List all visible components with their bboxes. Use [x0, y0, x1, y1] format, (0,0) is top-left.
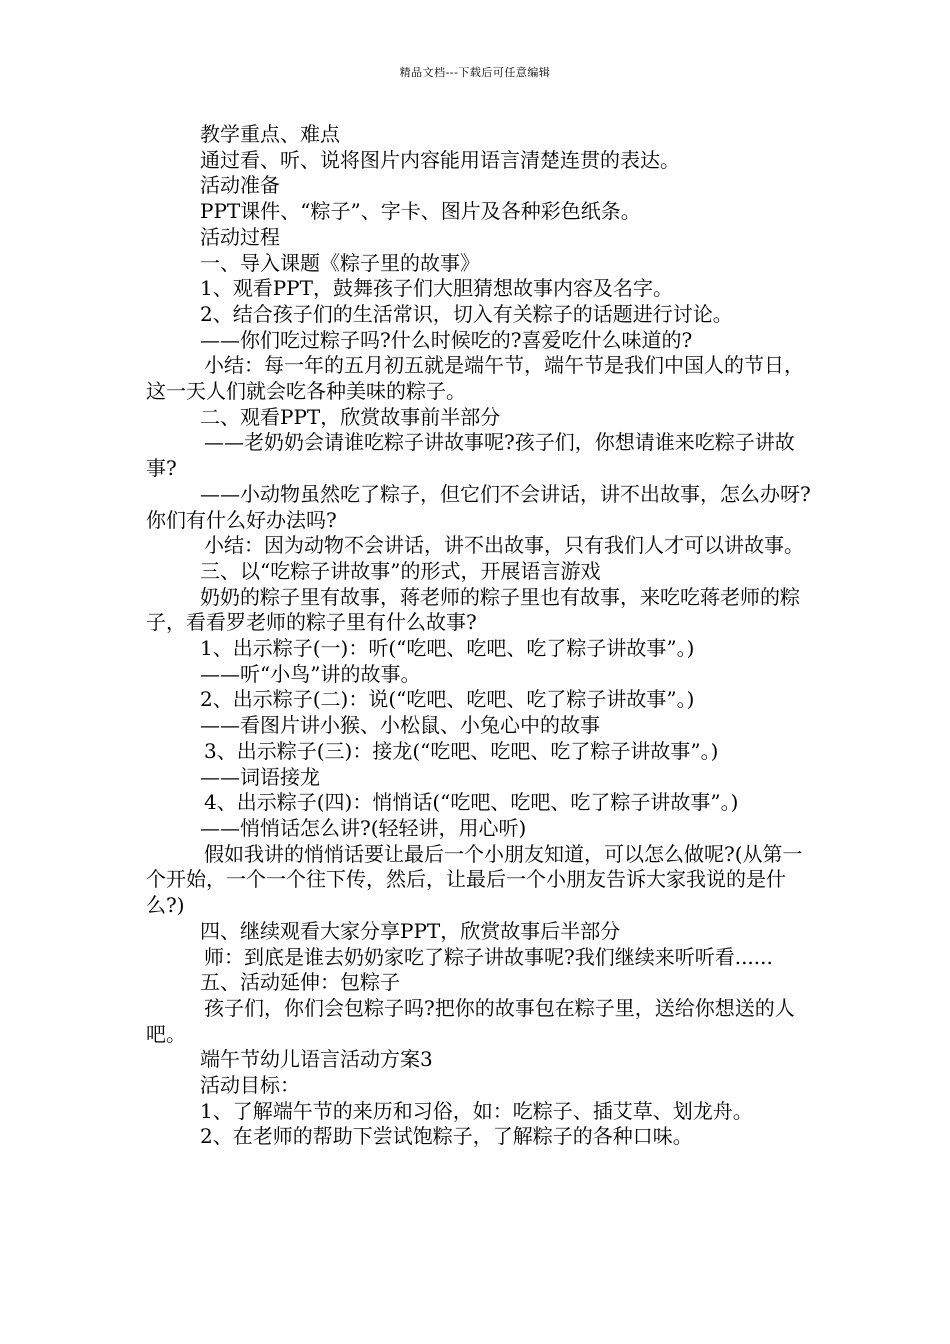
page-header: 精品文档---下载后可任意编辑: [399, 66, 551, 79]
document-body: [146, 122, 818, 1150]
paragraph: 2、在老师的帮助下尝试饱粽子，了解粽子的各种口味。: [200, 1124, 693, 1149]
paragraph: ——小动物虽然吃了粽子，但它们不会讲话，讲不出故事，怎么办呀?你们有什么好办法吗?: [146, 481, 811, 532]
paragraph: 3、出示粽子(三)：接龙(“吃吧、吃吧、吃了粽子讲故事”。): [204, 738, 719, 763]
paragraph: 教学重点、难点: [200, 122, 340, 146]
paragraph: 活动过程: [200, 224, 280, 249]
paragraph: 四、继续观看大家分享PPT，欣赏故事后半部分: [200, 918, 621, 943]
paragraph: ——看图片讲小猴、小松鼠、小兔心中的故事: [200, 713, 600, 738]
paragraph: 1、出示粽子(一)：听(“吃吧、吃吧、吃了粽子讲故事”。): [200, 636, 695, 661]
paragraph: 1、观看PPT，鼓舞孩子们大胆猜想故事内容及名字。: [200, 276, 673, 301]
paragraph: ——听“小鸟”讲的故事。: [200, 661, 421, 686]
paragraph: 活动目标：: [200, 1073, 300, 1098]
paragraph: 小结：每一年的五月初五就是端午节，端午节是我们中国人的节日，这一天人们就会吃各种美味的粽子。: [146, 353, 804, 404]
paragraph: 假如我讲的悄悄话要让最后一个小朋友知道，可以怎么做呢?(从第一个开始，一个一个往下传，然后，让最后一个小朋友告诉大家我说的是什么?): [146, 841, 803, 918]
paragraph: 1、了解端午节的来历和习俗，如：吃粽子、插艾草、划龙舟。: [200, 1098, 753, 1123]
paragraph: 一、导入课题《粽子里的故事》: [200, 250, 480, 275]
paragraph: 端午节幼儿语言活动方案3: [200, 1047, 433, 1072]
paragraph: 二、观看PPT，欣赏故事前半部分: [200, 404, 501, 429]
paragraph: ——老奶奶会请谁吃粽子讲故事呢?孩子们，你想请谁来吃粽子讲故事?: [146, 430, 795, 481]
paragraph: ——悄悄话怎么讲?(轻轻讲，用心听): [200, 815, 527, 840]
paragraph: 三、以“吃粽子讲故事”的形式，开展语言游戏: [200, 558, 601, 583]
paragraph: 小结：因为动物不会讲话，讲不出故事，只有我们人才可以讲故事。: [204, 533, 804, 558]
paragraph: 通过看、听、说将图片内容能用语言清楚连贯的表达。: [200, 147, 680, 172]
paragraph: 4、出示粽子(四)：悄悄话(“吃吧、吃吧、吃了粽子讲故事”。): [204, 790, 739, 815]
paragraph: ——词语接龙: [200, 764, 320, 789]
paragraph: 2、结合孩子们的生活常识，切入有关粽子的话题进行讨论。: [200, 301, 733, 326]
paragraph: 活动准备: [200, 173, 280, 198]
paragraph: 五、活动延伸：包粽子: [200, 970, 400, 995]
paragraph: ——你们吃过粽子吗?什么时候吃的?喜爱吃什么味道的?: [200, 327, 693, 352]
paragraph: 师：到底是谁去奶奶家吃了粽子讲故事呢?我们继续来听听看......: [204, 944, 773, 969]
paragraph: 2、出示粽子(二)：说(“吃吧、吃吧、吃了粽子讲故事”。): [200, 687, 695, 712]
paragraph: 孩子们，你们会包粽子吗?把你的故事包在粽子里，送给你想送的人吧。: [146, 995, 795, 1046]
paragraph: 奶奶的粽子里有故事，蒋老师的粽子里也有故事，来吃吃蒋老师的粽子，看看罗老师的粽子里有什么故事?: [146, 584, 800, 635]
paragraph: PPT课件、“粽子”、字卡、图片及各种彩色纸条。: [200, 199, 641, 224]
